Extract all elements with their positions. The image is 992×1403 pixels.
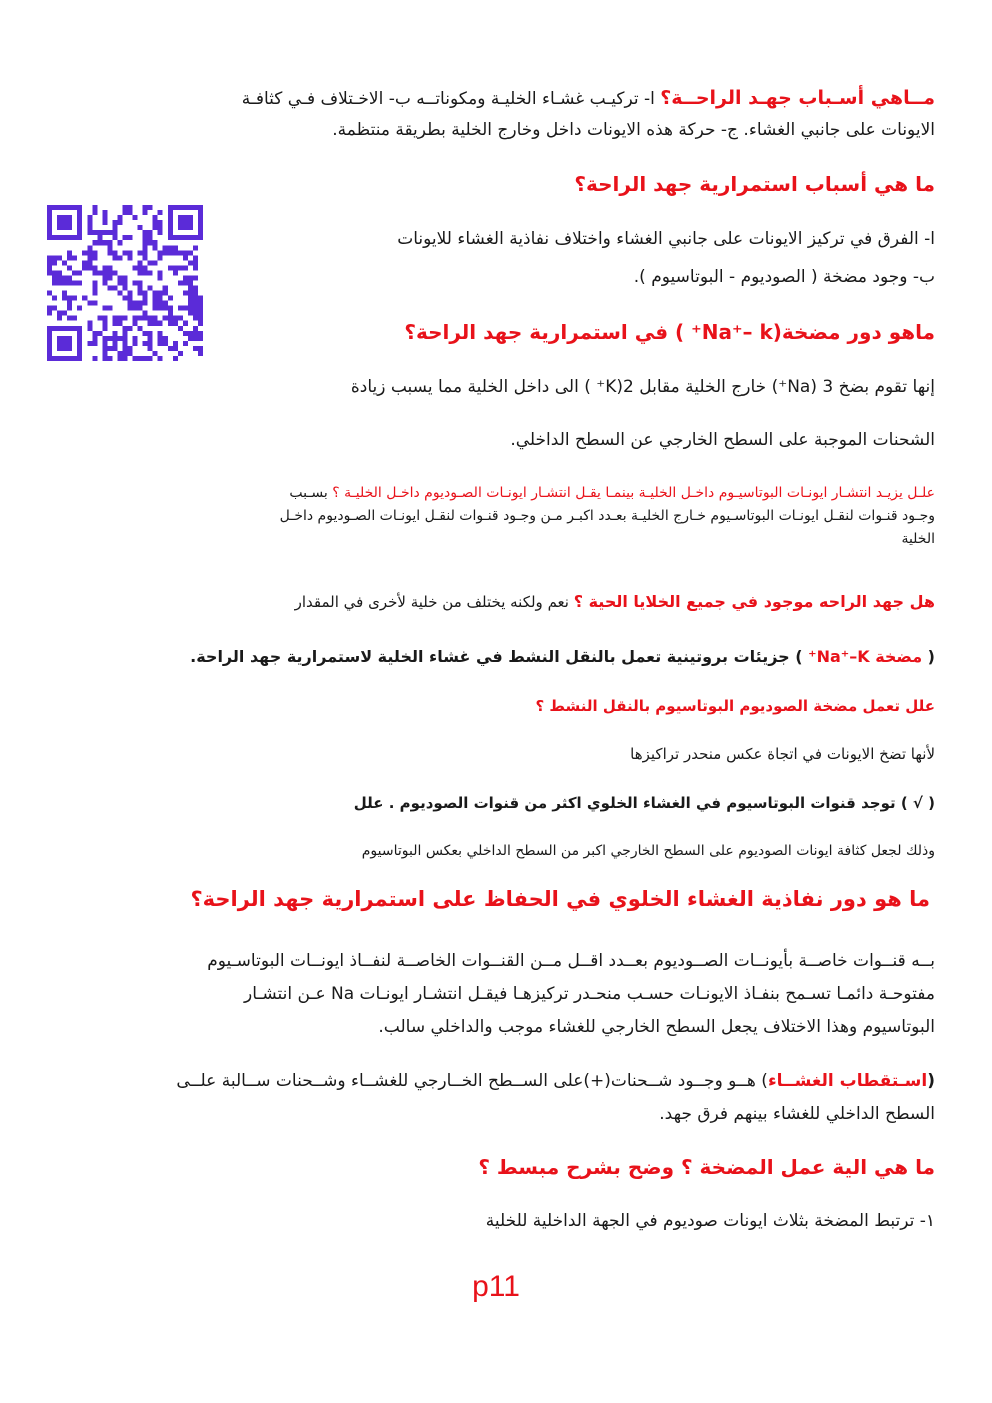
pump-role-question: ماهو دور مضخة(Na⁺– k⁺ ) في استمرارية جهد الراحة؟ bbox=[404, 320, 935, 344]
pump-definition bbox=[55, 647, 935, 666]
diffusion-line1 bbox=[55, 482, 935, 505]
diffusion-answer-inline: بسـبب bbox=[289, 485, 333, 501]
causes-answer-line2: الايونات على جانبي الغشاء. ج- حركة هذه الايونات داخل وخارج الخلية بطريقة منتظمة. bbox=[332, 120, 935, 140]
causes-question: مــاهي أسـباب جهـد الراحــة؟ bbox=[660, 87, 935, 109]
page-number: p11 bbox=[472, 1270, 520, 1303]
permeability-line1: بــه قنــوات خاصــة بأيونــات الصــوديوم بعــدد اقــل مــن القنــوات الخاصــة لنفــاذ ايونــات البوتاسـيوم bbox=[207, 951, 935, 971]
permeability-question: ما هو دور نفاذية الغشاء الخلوي في الحفاظ على استمرارية جهد الراحة؟ bbox=[190, 887, 930, 911]
causes-section bbox=[55, 83, 935, 146]
mechanism-question: ما هي الية عمل المضخة ؟ وضح بشرح مبسط ؟ bbox=[478, 1155, 935, 1179]
continuity-answer-b: ب- وجود مضخة ( الصوديوم - البوتاسيوم ). bbox=[633, 267, 935, 287]
active-question: علل تعمل مضخة الصوديوم البوتاسيوم بالنقل النشط ؟ bbox=[535, 697, 935, 715]
permeability-line3: البوتاسيوم وهذا الاختلاف يجعل السطح الخارجي للغشاء موجب والداخلي سالب. bbox=[378, 1017, 935, 1037]
qr-code-icon bbox=[47, 205, 203, 361]
permeability-line2: مفتوحـة دائمـا تسـمح بنفـاذ الايونـات حسـب منحـدر تركيزهـا فيقـل انتشـار ايونـات Na عـن انتشـار bbox=[244, 984, 935, 1004]
all-cells-question: هل جهد الراحه موجود في جميع الخلايا الحية ؟ bbox=[573, 592, 935, 611]
mechanism-step1: ١- ترتبط المضخة بثلاث ايونات صوديوم في الجهة الداخلية للخلية bbox=[485, 1211, 935, 1231]
channels-answer: وذلك لجعل كثافة ايونات الصوديوم على السطح الخارجي اكبر من السطح الداخلي بعكس البوتاسيوم bbox=[361, 843, 935, 859]
pump-definition-term: مضخة Na⁺–K⁺ bbox=[808, 647, 923, 666]
polarization-section bbox=[55, 1065, 935, 1131]
causes-line1 bbox=[55, 83, 935, 115]
diffusion-answer-line3: الخلية bbox=[901, 531, 935, 547]
channels-statement: ( √ ) توجد قنوات البوتاسيوم في الغشاء الخلوي اكثر من قنوات الصوديوم . علل bbox=[353, 794, 935, 812]
pump-role-answer-line1: إنها تقوم بضخ 3 (Na⁺) خارج الخلية مقابل 2(K⁺ ) الى داخل الخلية مما يسبب زيادة bbox=[350, 377, 935, 397]
continuity-question: ما هي أسباب استمرارية جهد الراحة؟ bbox=[574, 172, 935, 196]
polarization-rest: ) هــو وجــود شــحنات(+)على الســطح الخــارجي للغشــاء وشــحنات ســالبة علــى bbox=[176, 1071, 768, 1091]
diffusion-question: علـل يزيـد انتشـار ايونـات البوتاسيـوم داخـل الخليـة بينمـا يقـل انتشـار ايونـات الصـوديوم داخـل الخليـة ؟ bbox=[332, 485, 935, 501]
polarization-line2: السطح الداخلي للغشاء بينهم فرق جهد. bbox=[659, 1104, 935, 1124]
pump-definition-rest: ) جزيئات بروتينية تعمل بالنقل النشط في غشاء الخلية لاستمرارية جهد الراحة. bbox=[190, 647, 809, 666]
all-cells-answer: نعم ولكنه يختلف من خلية لأخرى في المقدار bbox=[294, 593, 574, 611]
polarization-term: اسـتقطاب الغشــاء bbox=[767, 1071, 928, 1091]
pump-definition-open: ( bbox=[922, 647, 935, 666]
permeability-answer bbox=[55, 945, 935, 1044]
causes-answer-line1: ا- تركيـب غشـاء الخليـة ومكوناتــه ب- الاخـتلاف فـي كثافـة bbox=[241, 89, 655, 109]
polarization-open: ( bbox=[927, 1071, 935, 1091]
diffusion-section bbox=[55, 482, 935, 551]
polarization-line1 bbox=[55, 1065, 935, 1098]
pump-role-answer-line2: الشحنات الموجبة على السطح الخارجي عن السطح الداخلي. bbox=[510, 430, 935, 450]
all-cells-section bbox=[55, 592, 935, 611]
diffusion-answer-line2: وجـود قنـوات لنقـل ايونـات البوتاسـيوم خـارج الخليـة بعـدد اكبـر مـن وجـود قنـوات لنقـل ايونـات الصـوديوم داخـل bbox=[279, 508, 935, 524]
continuity-answer-a: ا- الفرق في تركيز الايونات على جانبي الغشاء واختلاف نفاذية الغشاء للايونات bbox=[397, 229, 935, 249]
active-answer: لأنها تضخ الايونات في اتجاة عكس منحدر تراكيزها bbox=[630, 745, 935, 763]
